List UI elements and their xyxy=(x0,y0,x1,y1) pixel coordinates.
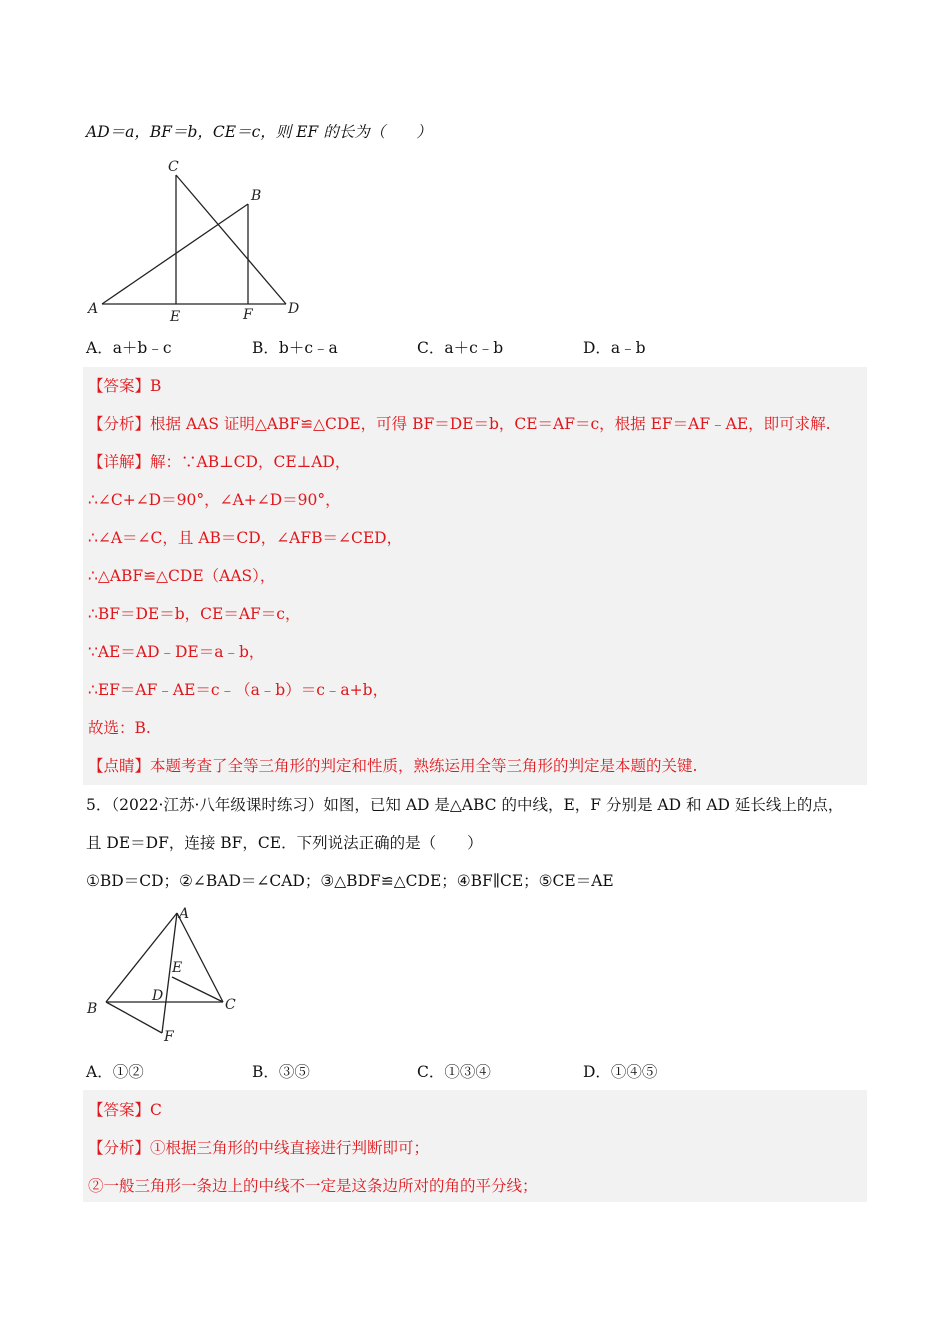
q5-label-e: E xyxy=(172,960,183,976)
q5-analysis-tag: 【分析】 xyxy=(88,1139,151,1157)
q5-answer-tag: 【答案】 xyxy=(88,1101,151,1119)
q4-step: ∴EF＝AF﹣AE＝c﹣（a﹣b）＝c﹣a+b， xyxy=(88,681,389,699)
q4-step: ∵AE＝AD﹣DE＝a﹣b， xyxy=(88,643,265,661)
q5-label-d: D xyxy=(152,988,164,1004)
q4-option-b: B．b＋c﹣a xyxy=(252,339,338,357)
q4-comment-text: 本题考查了全等三角形的判定和性质，熟练运用全等三角形的判定是本题的关键. xyxy=(150,757,698,775)
q4-step: 故选：B. xyxy=(88,719,151,737)
q4-step: ∴∠C+∠D＝90°，∠A+∠D＝90°， xyxy=(88,491,341,509)
q4-analysis-text: 根据 AAS 证明△ABF≌△CDE，可得 BF＝DE＝b，CE＝AF＝c，根据 EF＝AF﹣AE，即可求解. xyxy=(150,415,831,433)
q4-step: ∴BF＝DE＝b，CE＝AF＝c， xyxy=(88,605,301,623)
q4-intro: AD＝a，BF＝b，CE＝c，则 EF 的长为（ ） xyxy=(86,123,432,141)
q4-step: ∴∠A＝∠C，且 AB＝CD，∠AFB＝∠CED， xyxy=(88,529,403,547)
q4-answer-value: B xyxy=(150,377,162,395)
q5-option-d: D．①④⑤ xyxy=(583,1063,658,1081)
q4-label-c: C xyxy=(168,159,179,175)
q4-label-d: D xyxy=(288,301,300,317)
q4-comment xyxy=(88,756,697,776)
q5-segment-ac xyxy=(177,913,223,1002)
q5-label-f: F xyxy=(164,1029,174,1045)
q5-option-b: B．③⑤ xyxy=(252,1063,310,1081)
q4-label-a: A xyxy=(88,301,99,317)
q4-option-d: D．a﹣b xyxy=(583,339,646,357)
q4-label-f: F xyxy=(243,307,253,323)
q5-answer-value: C xyxy=(150,1101,162,1119)
q5-label-c: C xyxy=(225,997,236,1013)
q4-detail xyxy=(88,452,350,472)
q4-detail-tag: 【详解】 xyxy=(88,453,151,471)
q5-segment-ab xyxy=(106,913,177,1002)
q5-option-a: A．①② xyxy=(86,1063,144,1081)
q4-label-b: B xyxy=(251,188,262,204)
q4-option-c: C．a＋c﹣b xyxy=(417,339,504,357)
q4-segment-cd xyxy=(176,175,286,304)
q5-analysis-line-2: ②一般三角形一条边上的中线不一定是这条边所对的角的平分线； xyxy=(88,1177,538,1195)
q5-analysis-text: ①根据三角形的中线直接进行判断即可； xyxy=(150,1139,430,1157)
q4-option-a: A．a＋b﹣c xyxy=(86,339,172,357)
q4-step: ∴△ABF≌△CDE（AAS）， xyxy=(88,567,276,585)
q5-line-2: 且 DE＝DF，连接 BF，CE．下列说法正确的是（ ） xyxy=(86,834,483,852)
q5-answer xyxy=(88,1100,162,1120)
q4-label-e: E xyxy=(170,309,181,325)
q5-segment-bf xyxy=(106,1002,162,1033)
q4-answer-tag: 【答案】 xyxy=(88,377,151,395)
q4-detail-first: 解：∵AB⊥CD，CE⊥AD， xyxy=(150,453,351,471)
q5-label-a: A xyxy=(179,906,190,922)
q4-comment-tag: 【点睛】 xyxy=(88,757,151,775)
q4-analysis-tag: 【分析】 xyxy=(88,415,151,433)
q5-analysis xyxy=(88,1138,429,1158)
q4-figure xyxy=(86,155,316,327)
q5-figure xyxy=(84,905,254,1045)
q5-option-c: C．①③④ xyxy=(417,1063,491,1081)
q5-segment-ce xyxy=(172,977,223,1002)
q4-analysis xyxy=(88,414,831,434)
q5-line-3: ①BD＝CD；②∠BAD＝∠CAD；③△BDF≌△CDE；④BF∥CE；⑤CE＝AE xyxy=(86,872,614,890)
q5-line-1: 5．（2022·江苏·八年级课时练习）如图，已知 AD 是△ABC 的中线，E，F 分别是 AD 和 AD 延长线上的点， xyxy=(86,796,844,814)
q4-segment-ab xyxy=(102,204,248,304)
q5-label-b: B xyxy=(87,1001,98,1017)
q4-answer xyxy=(88,376,161,396)
